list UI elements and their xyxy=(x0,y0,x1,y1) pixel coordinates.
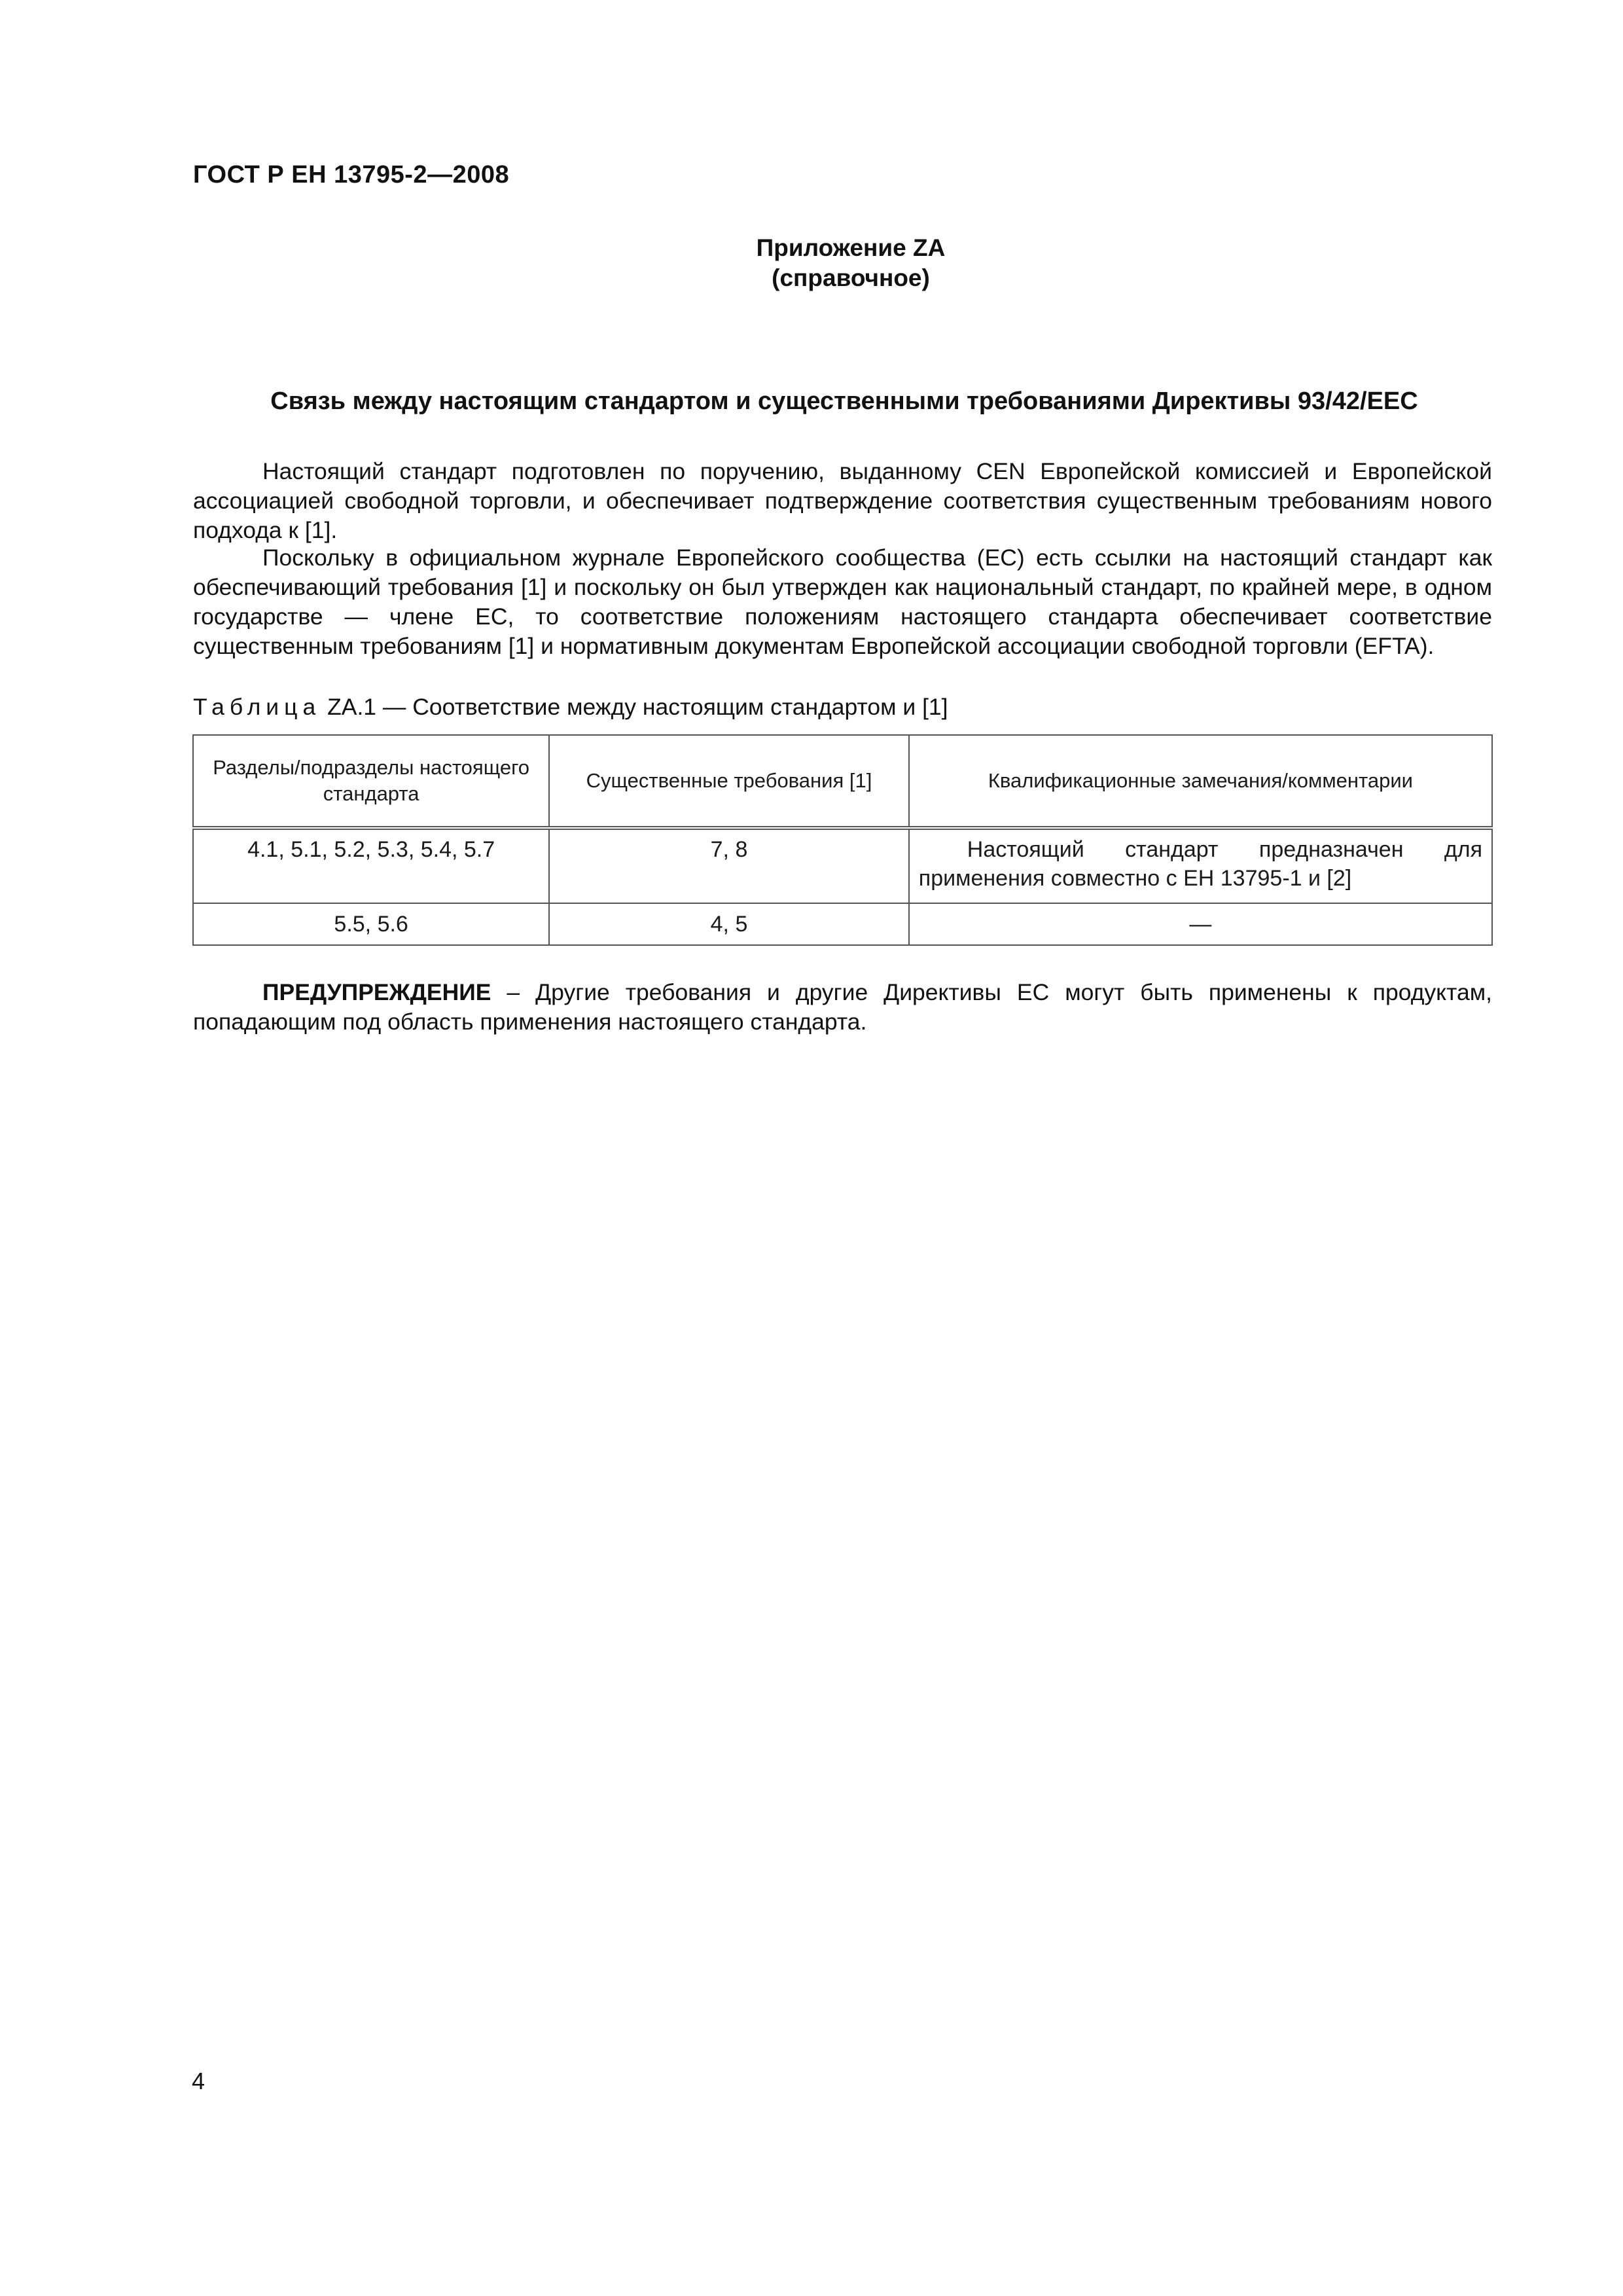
warning-label: ПРЕДУПРЕЖДЕНИЕ xyxy=(262,979,491,1005)
cell-requirements: 7, 8 xyxy=(549,828,909,903)
warning-paragraph xyxy=(193,978,1492,1037)
table-row xyxy=(193,828,1492,903)
annex-title: Приложение ZA xyxy=(756,234,946,261)
cell-comment: Настоящий стандарт предназначен для применения совместно с ЕН 13795-1 и [2] xyxy=(909,828,1492,903)
cell-sections: 4.1, 5.1, 5.2, 5.3, 5.4, 5.7 xyxy=(193,828,549,903)
header-requirements: Существенные требования [1] xyxy=(549,735,909,828)
header-sections: Разделы/подразделы настоящего стандарта xyxy=(193,735,549,828)
warning-text: – Другие требования и другие Директивы ЕС могут быть применены к продуктам, попадающим под область применения настоящего стандарта. xyxy=(193,979,1492,1035)
paragraph-2: Поскольку в официальном журнале Европейского сообщества (ЕС) есть ссылки на настоящий стандарт как обеспечивающий требования [1] и поскольку он был утвержден как национальный стандарт, по крайней мере, в одном государстве — члене ЕС, то соответствие положениям настоящего стандарта обеспечивает соответствие существенным требованиям [1] и нормативным документам Европейской ассоциации свободной торговли (EFTA). xyxy=(193,545,1492,659)
cell-requirements: 4, 5 xyxy=(549,903,909,945)
table-header-row xyxy=(193,735,1492,828)
table-caption xyxy=(193,694,948,721)
header-comments: Квалификационные замечания/комментарии xyxy=(909,735,1492,828)
table-caption-text: ZA.1 — Соответствие между настоящим стандартом и [1] xyxy=(327,694,948,720)
table-caption-word: Таблица xyxy=(193,694,321,720)
table-row xyxy=(193,903,1492,945)
annex-heading xyxy=(720,233,982,293)
page-number: 4 xyxy=(192,2068,205,2094)
cell-comment: — xyxy=(909,903,1492,945)
paragraph-1: Настоящий стандарт подготовлен по поручению, выданному CEN Европейской комиссией и Европейской ассоциацией свободной торговли, и обеспечивает подтверждение соответствия существенным требованиям нового подхода к [1]. xyxy=(193,458,1492,543)
correspondence-table xyxy=(192,734,1493,946)
section-heading: Связь между настоящим стандартом и существенными требованиями Директивы 93/42/EEC xyxy=(270,387,1418,415)
standard-code: ГОСТ Р ЕН 13795-2—2008 xyxy=(193,161,510,188)
annex-status: (справочное) xyxy=(772,264,930,291)
cell-sections: 5.5, 5.6 xyxy=(193,903,549,945)
